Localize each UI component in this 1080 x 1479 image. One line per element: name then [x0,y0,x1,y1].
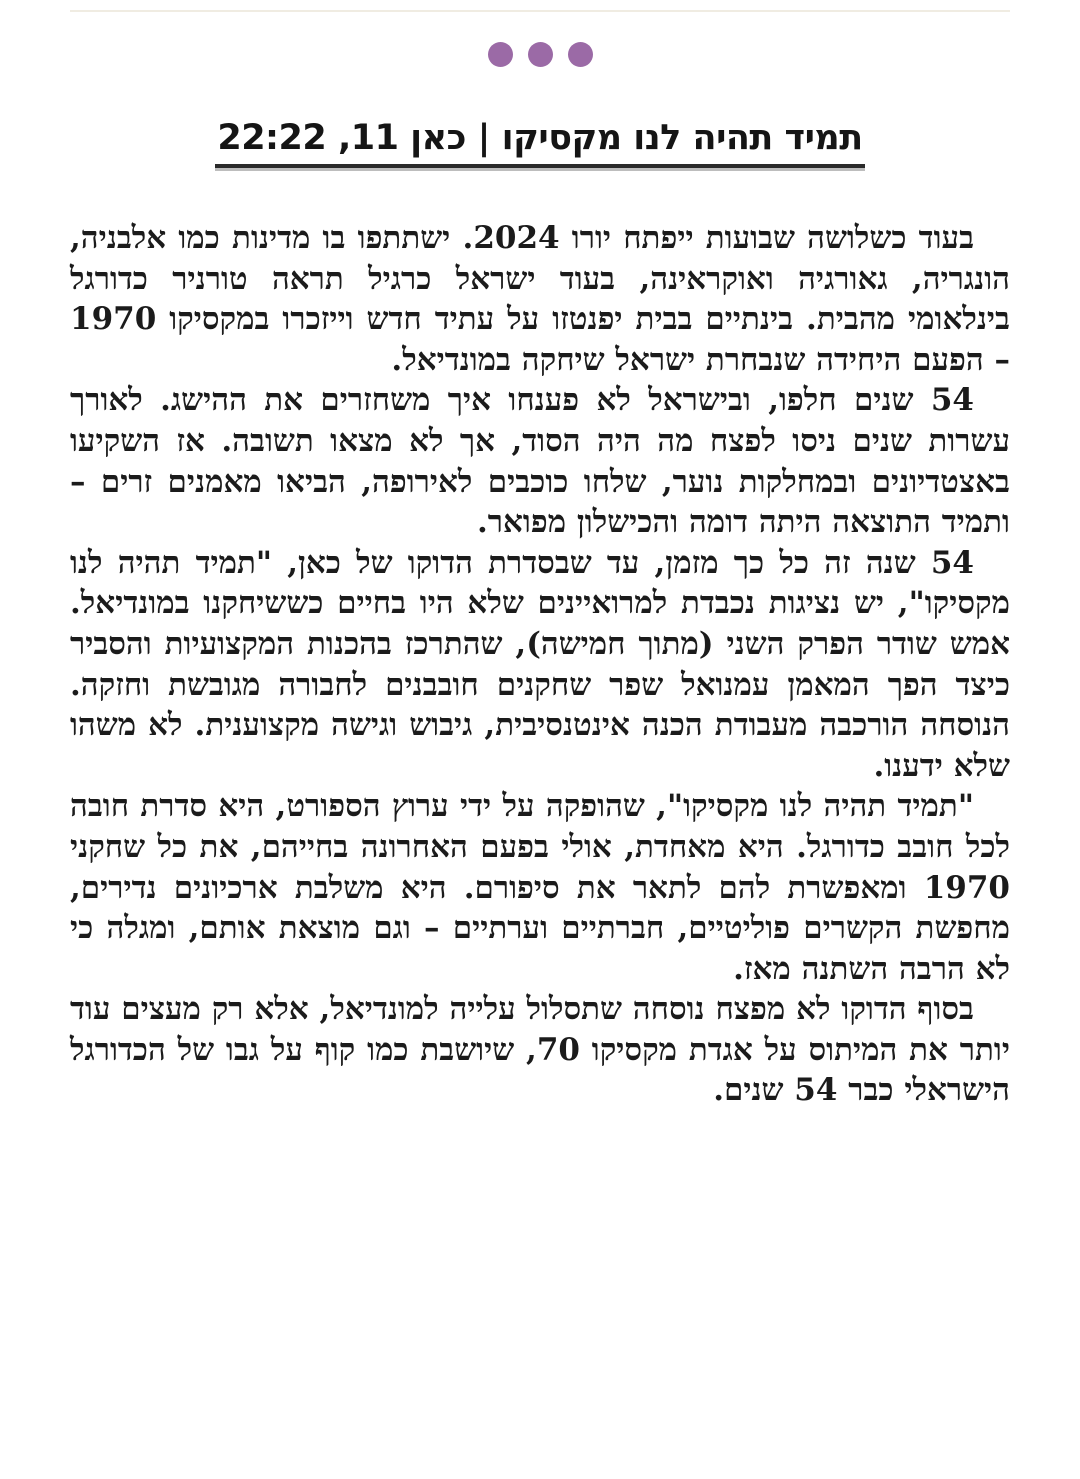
article-paragraph: 54 שנה זה כל כך מזמן, עד שבסדרת הדוקו של כאן, "תמיד תהיה לנו מקסיקו", יש נציגות נכבדת למרואיינים שלא היו בחיים כששיחקנו במונדיאל. אמש שודר הפרק השני (מתוך חמישה), שהתרכז בהכנות המקצועיות והסביר כיצד הפך המאמן עמנואל שפר שחקנים חובבנים לחבורה מגובשת וחזקה. הנוסחה הורכבה מעבודת הכנה אינטנסיבית, גיבוש וגישה מקצוענית. לא משהו שלא ידענו. [70,544,1010,784]
article-paragraph: בסוף הדוקו לא מפצח נוסחה שתסלול עלייה למונדיאל, אלא רק מעצים עוד יותר את המיתוס על אגדת מקסיקו 70, שיושבת כמו קוף על גבו של הכדורגל הישראלי כבר 54 שנים. [70,991,1010,1109]
heading-container [0,118,1080,168]
dot-ornament [488,42,513,67]
top-divider [70,0,1010,12]
section-dots [0,42,1080,67]
article-body [70,218,1010,1111]
dot-ornament [568,42,593,67]
article-paragraph: בעוד כשלושה שבועות ייפתח יורו 2024. ישתתפו בו מדינות כמו אלבניה, הונגריה, גאורגיה ואוקראינה, בעוד ישראל כרגיל תראה טורניר כדורגל בינלאומי מהבית. בינתיים בבית יפנטזו על עתיד חדש וייזכרו במקסיקו 1970 – הפעם היחידה שנבחרת ישראל שיחקה במונדיאל. [70,220,1010,378]
article-heading: תמיד תהיה לנו מקסיקו | כאן 11, 22:22 [215,118,864,168]
dot-ornament [528,42,553,67]
article-paragraph: 54 שנים חלפו, ובישראל לא פענחו איך משחזרים את ההישג. לאורך עשרות שנים ניסו לפצח מה היה הסוד, אך לא מצאו תשובה. אז השקיעו באצטדיונים ובמחלקות נוער, שלחו כוכבים לאירופה, הביאו מאמנים זרים – ותמיד התוצאה היתה דומה והכישלון מפואר. [70,382,1010,541]
article-paragraph: "תמיד תהיה לנו מקסיקו", שהופקה על ידי ערוץ הספורט, היא סדרת חובה לכל חובב כדורגל. היא מאחדת, אולי בפעם האחרונה בחייהם, את כל שחקני 1970 ומאפשרת להם לתאר את סיפורם. היא משלבת ארכיונים נדירים, מחפשת הקשרים פוליטיים, חברתיים וערתיים – וגם מוצאת אותם, ומגלה כי לא הרבה השתנה מאז. [70,788,1011,987]
